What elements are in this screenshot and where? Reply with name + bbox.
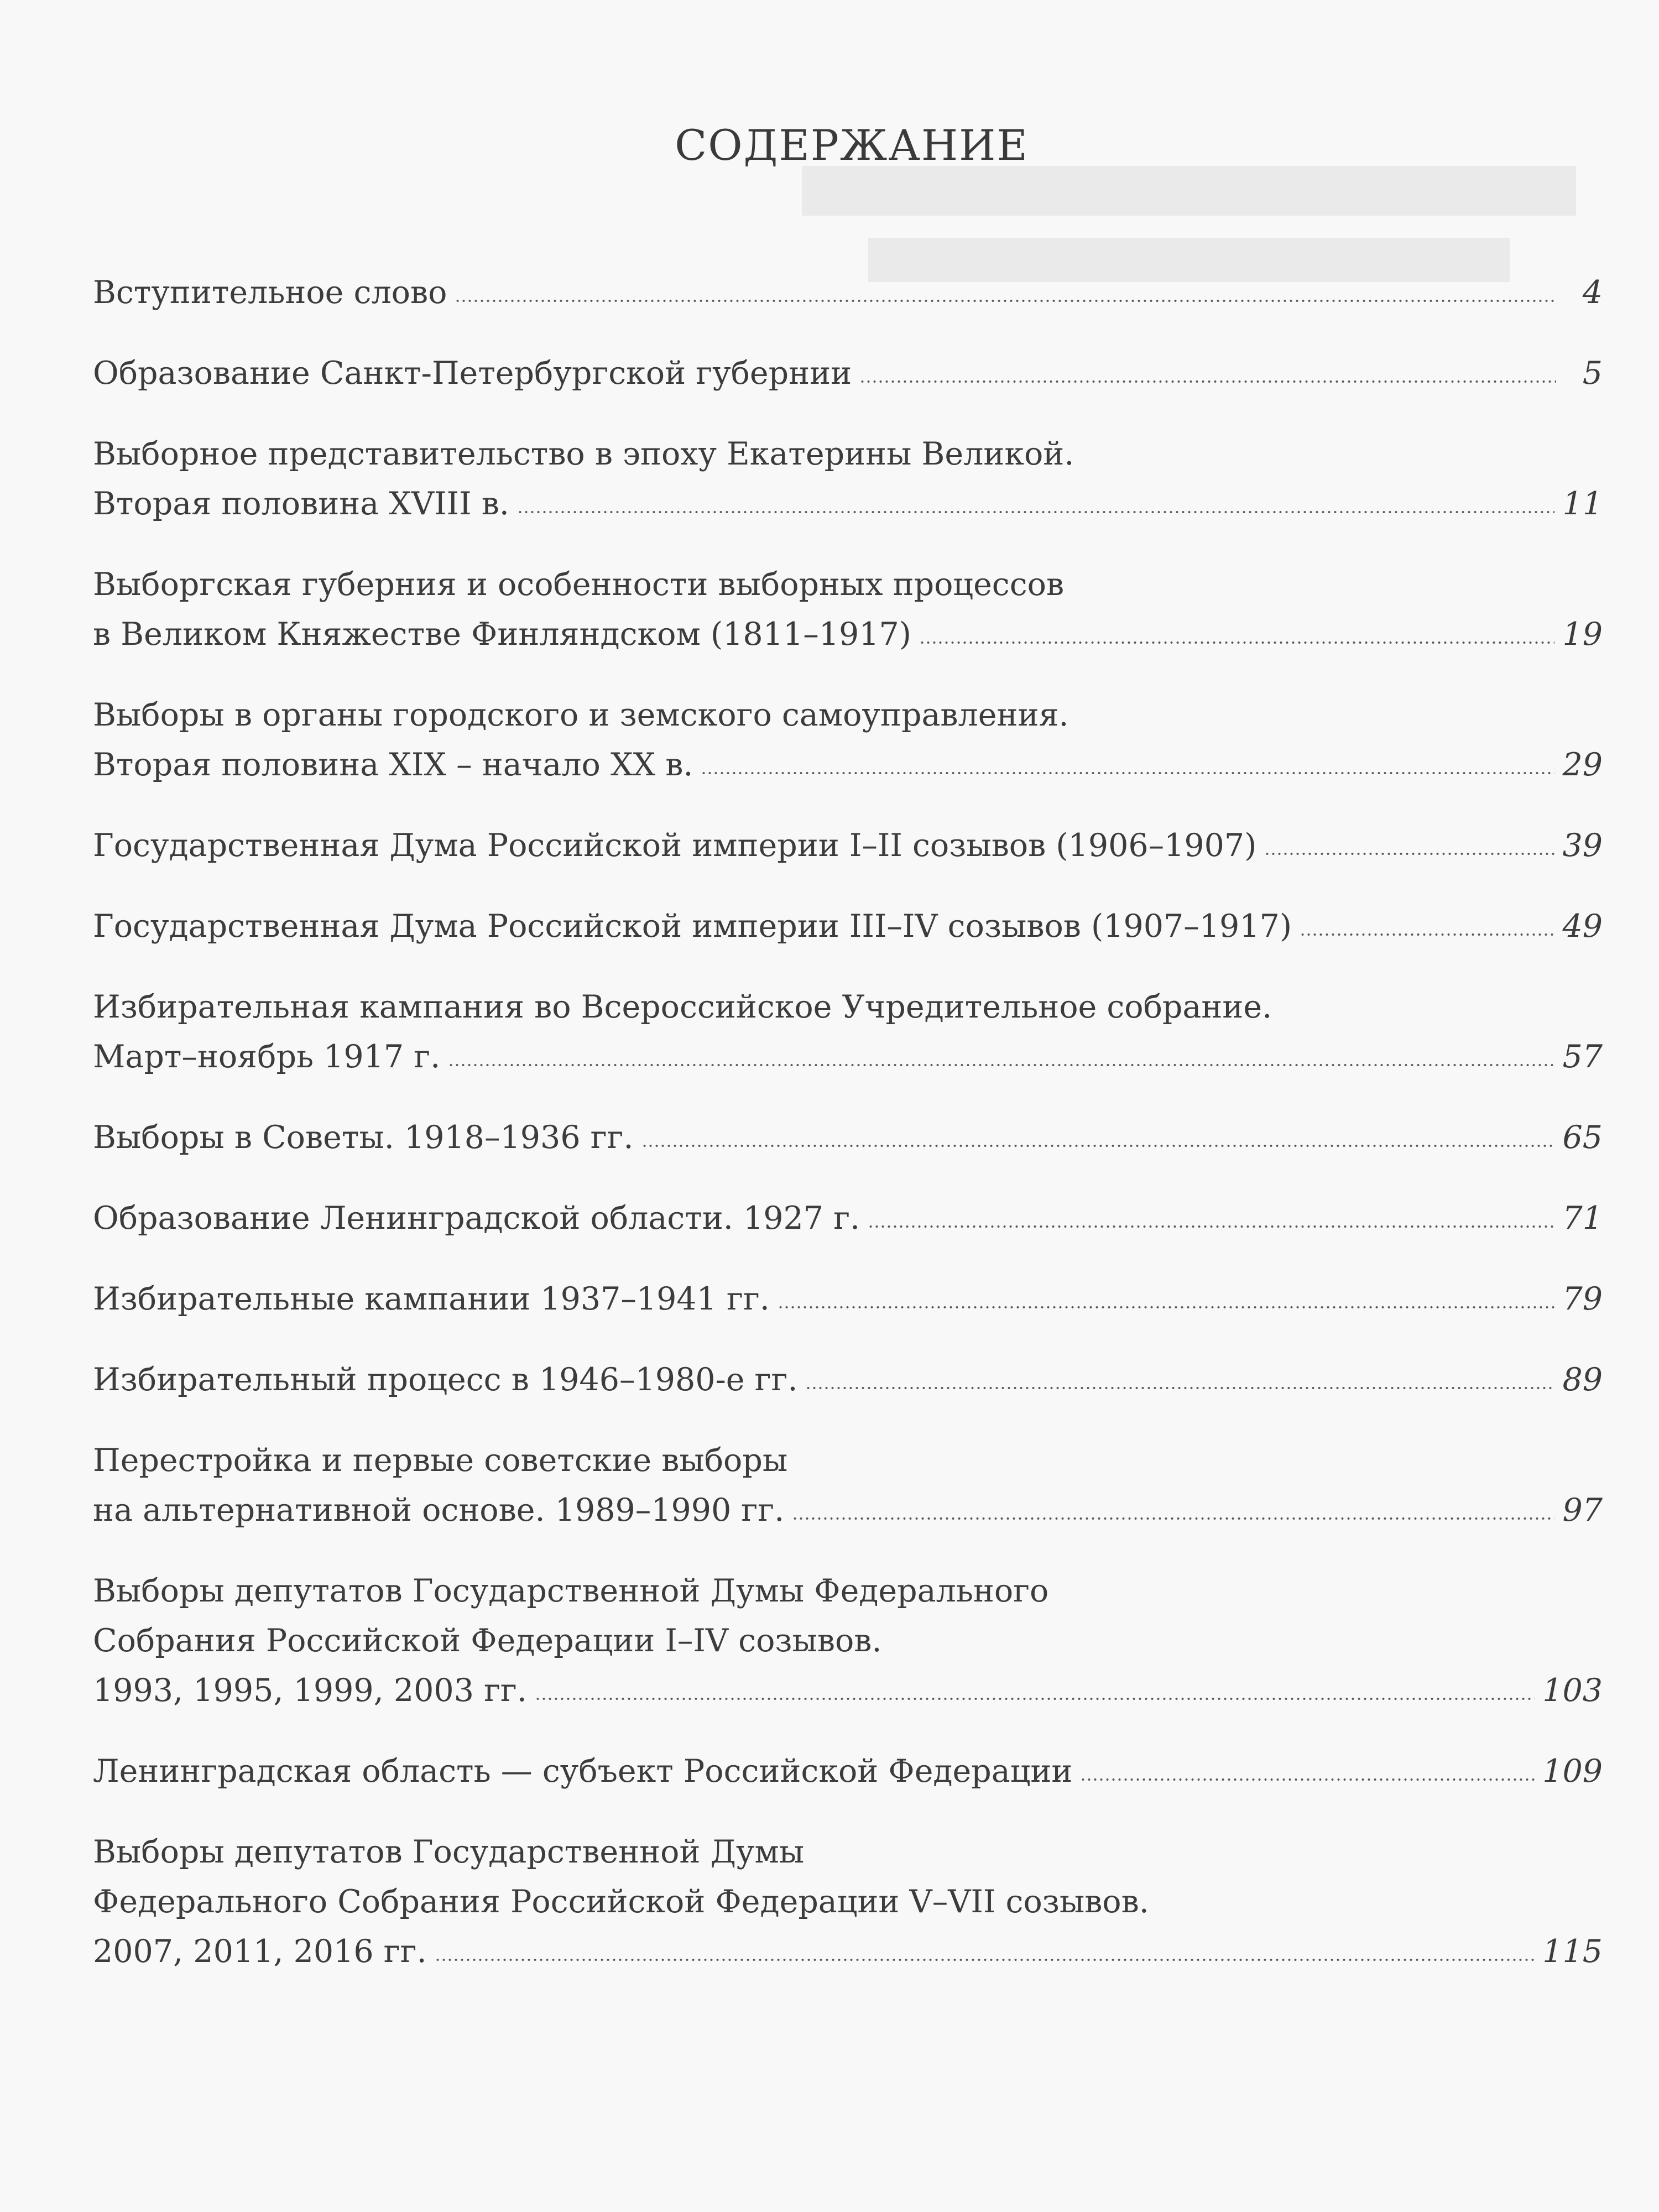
- toc-entry-title-line: Вторая половина XIX – начало XX в.: [93, 747, 693, 783]
- toc-page-number: 65: [1562, 1119, 1603, 1156]
- toc-entry-title-line: Государственная Дума Российской империи I–II созывов (1906–1907): [93, 827, 1257, 864]
- toc-page-number: 5: [1582, 355, 1603, 392]
- toc-entry-title-line: Вторая половина XVIII в.: [93, 486, 509, 522]
- dot-leader: [778, 1303, 1555, 1310]
- table-of-contents: [93, 268, 1603, 2007]
- dot-leader: [455, 296, 1556, 303]
- toc-page-number: 4: [1582, 274, 1603, 311]
- toc-page-number: 11: [1562, 486, 1603, 522]
- toc-entry[interactable]: [93, 1827, 1603, 1976]
- toc-entry[interactable]: [93, 690, 1603, 790]
- toc-entry[interactable]: [93, 348, 1603, 398]
- toc-entry-last-line: [93, 1927, 1603, 1976]
- toc-entry-title-line: 2007, 2011, 2016 гг.: [93, 1933, 427, 1970]
- toc-entry-last-line: [93, 740, 1603, 790]
- toc-page-number: 115: [1542, 1933, 1603, 1970]
- toc-page-number: 49: [1562, 908, 1603, 945]
- dot-leader: [919, 638, 1554, 645]
- toc-entry-last-line: [93, 268, 1603, 317]
- toc-entry-title-line: Вступительное слово: [93, 274, 447, 311]
- toc-entry[interactable]: [93, 1566, 1603, 1715]
- toc-entry-title-line: Перестройка и первые советские выборы: [93, 1442, 788, 1479]
- toc-entry[interactable]: [93, 1436, 1603, 1535]
- toc-entry[interactable]: [93, 560, 1603, 659]
- toc-entry-last-line: [93, 1746, 1603, 1796]
- toc-entry-title-line: Выборгская губерния и особенности выборных процессов: [93, 566, 1065, 603]
- toc-entry-title-line: Выборы депутатов Государственной Думы: [93, 1834, 805, 1870]
- toc-entry-last-line: [93, 901, 1603, 951]
- toc-entry[interactable]: [93, 1274, 1603, 1324]
- toc-entry-title-line: Избирательный процесс в 1946–1980-е гг.: [93, 1361, 798, 1398]
- toc-entry-title-line: Избирательные кампании 1937–1941 гг.: [93, 1281, 770, 1317]
- dot-leader: [535, 1694, 1535, 1701]
- dot-leader: [435, 1955, 1535, 1962]
- dot-leader: [448, 1061, 1554, 1067]
- toc-entry-title-line: на альтернативной основе. 1989–1990 гг.: [93, 1492, 785, 1528]
- toc-entry-title-line: Избирательная кампания во Всероссийское Учредительное собрание.: [93, 989, 1272, 1025]
- toc-entry-last-line: [93, 1113, 1603, 1162]
- toc-entry-title-line: 1993, 1995, 1999, 2003 гг.: [93, 1672, 527, 1709]
- toc-entry-title-line: Федерального Собрания Российской Федерации V–VII созывов.: [93, 1884, 1149, 1920]
- toc-entry-title-line: Март–ноябрь 1917 г.: [93, 1039, 441, 1075]
- dot-leader: [1264, 849, 1554, 856]
- toc-entry-title-line: Выборы депутатов Государственной Думы Федерального: [93, 1573, 1049, 1609]
- toc-entry-title-line: Выборы в органы городского и земского самоуправления.: [93, 697, 1069, 733]
- toc-entry-last-line: [93, 609, 1603, 659]
- toc-page-number: 29: [1562, 747, 1603, 783]
- toc-entry-title-line: Ленинградская область — субъект Российской Федерации: [93, 1753, 1073, 1790]
- toc-entry-last-line: [93, 1032, 1603, 1082]
- dot-leader: [1300, 930, 1554, 937]
- toc-entry-last-line: [93, 1355, 1603, 1405]
- toc-entry[interactable]: [93, 1746, 1603, 1796]
- toc-page-number: 19: [1562, 616, 1603, 653]
- toc-page-number: 109: [1542, 1753, 1603, 1790]
- dot-leader: [859, 377, 1556, 384]
- toc-entry-title-line: Государственная Дума Российской империи III–IV созывов (1907–1917): [93, 908, 1292, 945]
- dot-leader: [701, 769, 1554, 775]
- toc-entry-last-line: [93, 479, 1603, 529]
- dot-leader: [1080, 1775, 1535, 1782]
- toc-entry-title-line: Выборное представительство в эпоху Екатерины Великой.: [93, 436, 1074, 472]
- toc-entry-last-line: [93, 1666, 1603, 1715]
- toc-entry-title-line: Образование Ленинградской области. 1927 г.: [93, 1200, 860, 1237]
- toc-entry-last-line: [93, 1193, 1603, 1243]
- toc-entry-title-line: Образование Санкт-Петербургской губернии: [93, 355, 852, 392]
- toc-entry[interactable]: [93, 901, 1603, 951]
- toc-page-number: 39: [1562, 827, 1603, 864]
- toc-page-number: 57: [1562, 1039, 1603, 1075]
- toc-entry[interactable]: [93, 821, 1603, 870]
- toc-page-number: 71: [1562, 1200, 1603, 1237]
- toc-page-number: 79: [1562, 1281, 1603, 1317]
- toc-entry-last-line: [93, 1274, 1603, 1324]
- dot-leader: [517, 508, 1555, 514]
- toc-page-number: 89: [1562, 1361, 1603, 1398]
- toc-entry-last-line: [93, 1485, 1603, 1535]
- toc-entry[interactable]: [93, 1193, 1603, 1243]
- page-title: СОДЕРЖАНИЕ: [675, 121, 1029, 170]
- toc-entry-last-line: [93, 348, 1603, 398]
- toc-entry-title-line: в Великом Княжестве Финляндском (1811–1917): [93, 616, 912, 653]
- toc-entry[interactable]: [93, 429, 1603, 529]
- toc-entry[interactable]: [93, 268, 1603, 317]
- dot-leader: [641, 1141, 1555, 1148]
- dot-leader: [868, 1222, 1554, 1229]
- toc-page-number: 103: [1542, 1672, 1603, 1709]
- toc-entry-title-line: Собрания Российской Федерации I–IV созывов.: [93, 1623, 882, 1659]
- dot-leader: [805, 1384, 1554, 1390]
- toc-page-number: 97: [1562, 1492, 1603, 1528]
- dot-leader: [792, 1514, 1554, 1521]
- toc-entry[interactable]: [93, 1113, 1603, 1162]
- toc-entry-title-line: Выборы в Советы. 1918–1936 гг.: [93, 1119, 634, 1156]
- toc-entry[interactable]: [93, 1355, 1603, 1405]
- toc-entry-last-line: [93, 821, 1603, 870]
- toc-entry[interactable]: [93, 982, 1603, 1082]
